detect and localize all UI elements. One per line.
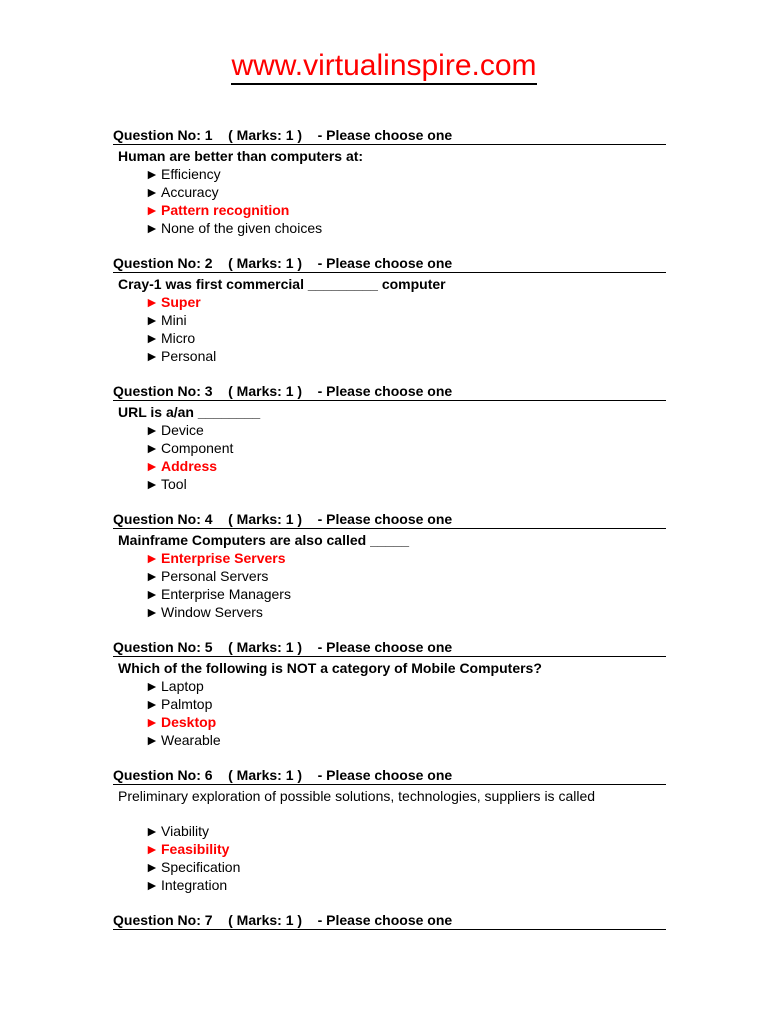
option[interactable] [145, 695, 666, 713]
option-list [113, 165, 666, 237]
question-text: Preliminary exploration of possible solutions, technologies, suppliers is called [118, 788, 596, 804]
option[interactable] [145, 165, 666, 183]
option-arrow-icon: ► [145, 586, 159, 602]
option-list [113, 677, 666, 749]
question-6 [113, 766, 666, 894]
option[interactable] [145, 439, 666, 457]
option-arrow-icon: ► [145, 330, 159, 346]
option-arrow-icon: ► [145, 696, 159, 712]
option-label: Device [161, 422, 204, 438]
question-header: Question No: 1 ( Marks: 1 ) - Please choose one [113, 126, 666, 145]
option-list [113, 822, 666, 894]
option-label: Laptop [161, 678, 204, 694]
option-label: Desktop [161, 714, 217, 730]
option-label: Tool [161, 476, 187, 492]
option[interactable] [145, 876, 666, 894]
question-text: URL is a/an ________ [118, 404, 261, 420]
question-text: Cray-1 was first commercial _________ computer [118, 276, 446, 292]
option-correct[interactable] [145, 549, 666, 567]
option-correct[interactable] [145, 713, 666, 731]
option-label: Accuracy [161, 184, 219, 200]
option-arrow-icon: ► [145, 732, 159, 748]
option-arrow-icon: ► [145, 422, 159, 438]
option-label: Palmtop [161, 696, 213, 712]
question-header: Question No: 7 ( Marks: 1 ) - Please choose one [113, 911, 666, 930]
option[interactable] [145, 585, 666, 603]
option-label: Micro [161, 330, 196, 346]
option-label: Address [161, 458, 218, 474]
option-list [113, 293, 666, 365]
option-label: Feasibility [161, 841, 230, 857]
option-arrow-icon: ► [145, 312, 159, 328]
option-label: Viability [161, 823, 209, 839]
option-arrow-icon: ► [145, 184, 159, 200]
question-3 [113, 382, 666, 493]
question-7 [113, 911, 666, 930]
option-list [113, 421, 666, 493]
option-arrow-icon: ► [145, 568, 159, 584]
question-header: Question No: 4 ( Marks: 1 ) - Please choose one [113, 510, 666, 529]
question-header: Question No: 3 ( Marks: 1 ) - Please choose one [113, 382, 666, 401]
option-correct[interactable] [145, 457, 666, 475]
option-label: None of the given choices [161, 220, 323, 236]
question-4 [113, 510, 666, 621]
option[interactable] [145, 603, 666, 621]
option[interactable] [145, 567, 666, 585]
option-label: Pattern recognition [161, 202, 290, 218]
option-arrow-icon: ► [145, 294, 159, 310]
option-list [113, 549, 666, 621]
option-arrow-icon: ► [145, 458, 159, 474]
question-text: Human are better than computers at: [118, 148, 364, 164]
question-header: Question No: 6 ( Marks: 1 ) - Please choose one [113, 766, 666, 785]
option[interactable] [145, 421, 666, 439]
option[interactable] [145, 475, 666, 493]
option[interactable] [145, 311, 666, 329]
option-arrow-icon: ► [145, 166, 159, 182]
option-correct[interactable] [145, 201, 666, 219]
option-arrow-icon: ► [145, 202, 159, 218]
option-label: Efficiency [161, 166, 221, 182]
option-label: Super [161, 294, 201, 310]
question-2 [113, 254, 666, 365]
option[interactable] [145, 858, 666, 876]
site-url-link[interactable] [0, 48, 768, 84]
option-arrow-icon: ► [145, 877, 159, 893]
option-label: Wearable [161, 732, 221, 748]
option-arrow-icon: ► [145, 841, 159, 857]
option-label: Enterprise Servers [161, 550, 286, 566]
question-list [113, 126, 666, 947]
option-arrow-icon: ► [145, 823, 159, 839]
option[interactable] [145, 329, 666, 347]
option[interactable] [145, 677, 666, 695]
option-arrow-icon: ► [145, 714, 159, 730]
option-arrow-icon: ► [145, 859, 159, 875]
option[interactable] [145, 731, 666, 749]
option-arrow-icon: ► [145, 440, 159, 456]
option[interactable] [145, 822, 666, 840]
question-text: Which of the following is NOT a category of Mobile Computers? [118, 660, 542, 676]
option[interactable] [145, 183, 666, 201]
option-label: Personal Servers [161, 568, 269, 584]
option-arrow-icon: ► [145, 678, 159, 694]
option[interactable] [145, 347, 666, 365]
option-label: Enterprise Managers [161, 586, 291, 602]
option-correct[interactable] [145, 840, 666, 858]
option-arrow-icon: ► [145, 604, 159, 620]
option-label: Personal [161, 348, 217, 364]
option[interactable] [145, 219, 666, 237]
question-header: Question No: 5 ( Marks: 1 ) - Please choose one [113, 638, 666, 657]
site-url-text: www.virtualinspire.com [231, 49, 536, 85]
question-text: Mainframe Computers are also called _____ [118, 532, 410, 548]
option-label: Specification [161, 859, 241, 875]
option-label: Window Servers [161, 604, 263, 620]
option-label: Component [161, 440, 234, 456]
option-correct[interactable] [145, 293, 666, 311]
option-label: Mini [161, 312, 187, 328]
option-arrow-icon: ► [145, 348, 159, 364]
question-header: Question No: 2 ( Marks: 1 ) - Please choose one [113, 254, 666, 273]
option-label: Integration [161, 877, 228, 893]
option-arrow-icon: ► [145, 220, 159, 236]
option-arrow-icon: ► [145, 550, 159, 566]
option-arrow-icon: ► [145, 476, 159, 492]
question-5 [113, 638, 666, 749]
question-1 [113, 126, 666, 237]
